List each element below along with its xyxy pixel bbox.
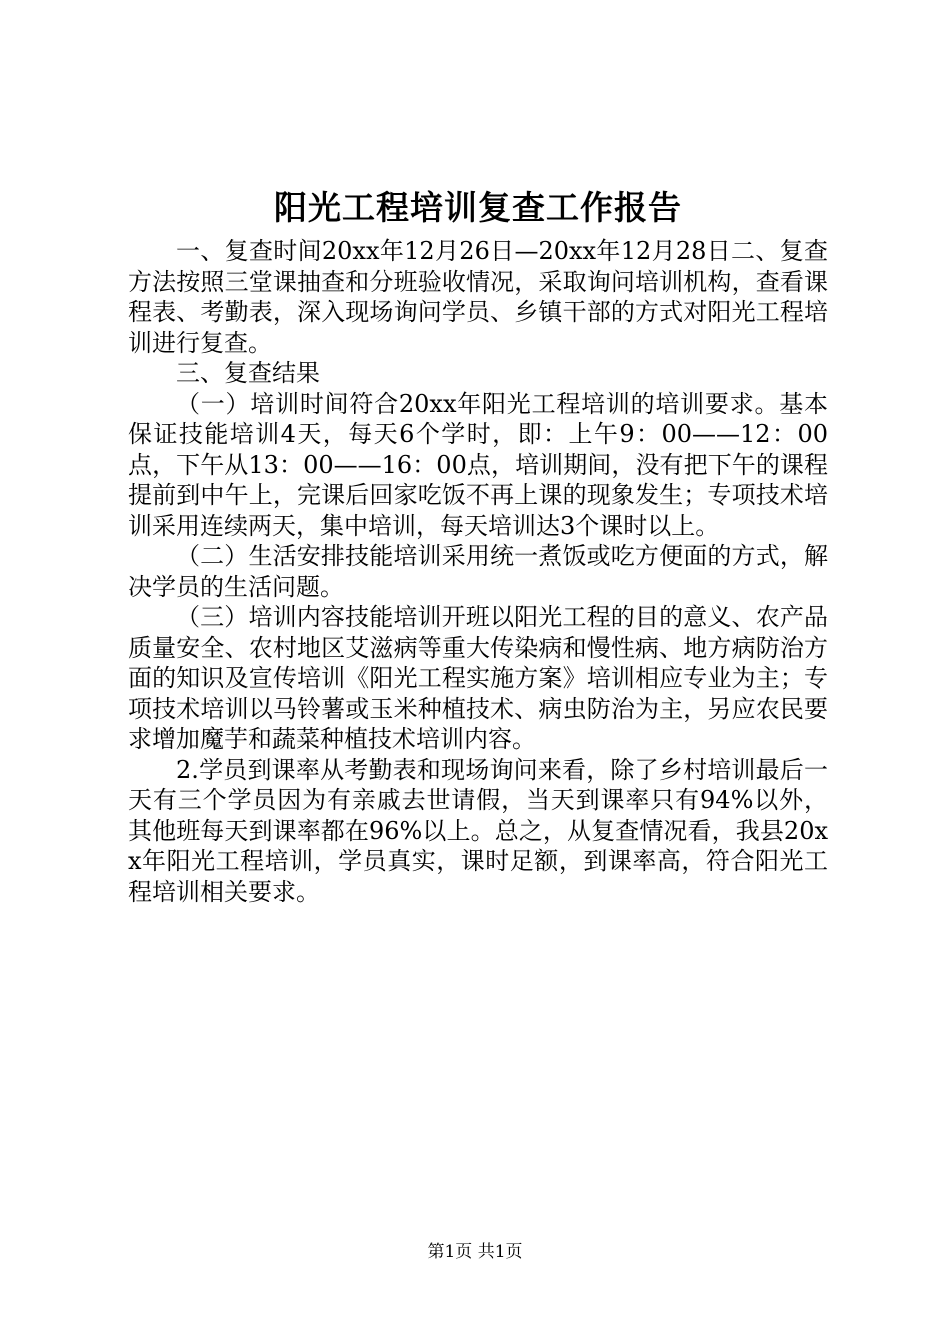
paragraph-training-time: （一）培训时间符合20xx年阳光工程培训的培训要求。基本保证技能培训4天，每天6个学时，即：上午9：00——12：00点，下午从13：00——16：00点，培训期间，没有把下午的课程提前到中午上，完课后回家吃饭不再上课的现象发生；专项技术培训采用连续两天，集中培训，每天培训达3个课时以上。 [128, 389, 828, 540]
document-body [128, 236, 828, 907]
document-title: 阳光工程培训复查工作报告 [274, 188, 682, 227]
paragraph-attendance: 2.学员到课率从考勤表和现场询问来看，除了乡村培训最后一天有三个学员因为有亲戚去世请假，当天到课率只有94%以外，其他班每天到课率都在96%以上。总之，从复查情况看，我县20xx年阳光工程培训，学员真实，课时足额，到课率高，符合阳光工程培训相关要求。 [128, 755, 828, 906]
paragraph-training-content: （三）培训内容技能培训开班以阳光工程的目的意义、农产品质量安全、农村地区艾滋病等重大传染病和慢性病、地方病防治方面的知识及宣传培训《阳光工程实施方案》培训相应专业为主；专项技术培训以马铃薯或玉米种植技术、病虫防治为主，另应农民要求增加魔芋和蔬菜种植技术培训内容。 [128, 603, 828, 753]
paragraph-review-time-method: 一、复查时间20xx年12月26日—20xx年12月28日二、复查方法按照三堂课抽查和分班验收情况，采取询问培训机构，查看课程表、考勤表，深入现场询问学员、乡镇干部的方式对阳光工程培训进行复查。 [128, 237, 828, 357]
paragraph-living-arrangements: （二）生活安排技能培训采用统一煮饭或吃方便面的方式，解决学员的生活问题。 [128, 542, 828, 601]
page-footer: 第1页 共1页 [427, 1242, 523, 1262]
paragraph-results-heading: 三、复查结果 [176, 359, 320, 387]
